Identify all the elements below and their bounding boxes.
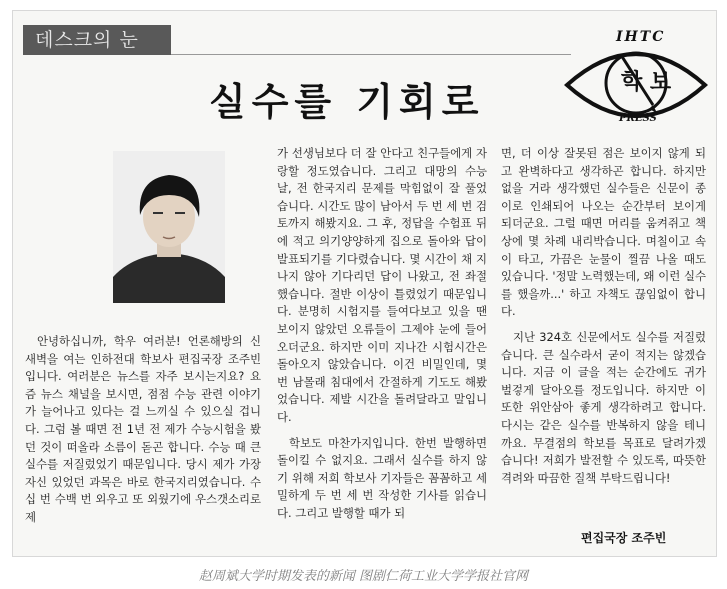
headline: 실수를 기회로 [209, 80, 485, 124]
section-tag: 데스크의 눈 [23, 25, 171, 55]
image-caption: 赵周斌大学时期发表的新闻 图剧仁荷工业大学学报社官网 [198, 569, 529, 584]
newspaper-clipping [12, 10, 717, 557]
logo-text-press: PRESS [619, 113, 657, 124]
person-photo-icon [113, 151, 225, 303]
section-rule [171, 54, 571, 55]
article-column-1 [25, 333, 261, 527]
article-paragraph: 가 선생님보다 더 잘 안다고 친구들에게 자랑할 정도였습니다. 그리고 대망의 수능 날, 전 한국지리 문제를 막힘없이 잘 풀었습니다. 시간도 많이 남아서 두 번 세 번 검토까지 해봤지요. 그 후, 정답을 수험표 뒤에 적고 의기양양하게 집으로 돌아와 답이 발표되기를 기다렸습니다. 몇 시간이 채 지나지 않아 기다리던 답이 나왔고, 전 좌절했습니다. 절반 이상이 틀렸었기 때문입니다. 분명히 시험지를 들여다보고 있을 땐 보이지 않았던 오류들이 그제야 눈에 들어오더군요. 하지만 이미 지나간 시험시간은 돌아오지 않았습니다. 이건 비밀인데, 몇 번 남몰래 침대에서 간절하게 기도도 해봤었습니다. 제발 시간을 돌려달라고 말입니다. [277, 146, 487, 424]
article-paragraph: 지난 324호 신문에서도 실수를 저질렀습니다. 큰 실수라서 굳이 적지는 않겠습니다. 지금 이 글을 적는 순간에도 귀가 벌겋게 달아오를 정도입니다. 하지만 이 또한 위안삼아 좋게 생각하려고 합니다. 다시는 같은 실수를 반복하지 않을 테니까요. 무결점의 학보를 목표로 달려가겠습니다! 저희가 발전할 수 있도록, 따뜻한 격려와 따끔한 질책 부탁드립니다! [501, 329, 706, 485]
article-paragraph: 학보도 마찬가지입니다. 한번 발행하면 돌이킬 수 없지요. 그래서 실수를 하지 않기 위해 저희 학보사 기자들은 꼼꼼하고 세밀하게 두 번 세 번 작성한 기사를 읽습니다. 그리고 발행할 때가 되 [277, 435, 487, 520]
article-paragraph: 안녕하십니까, 학우 여러분! 언론해방의 신 새벽을 여는 인하전대 학보사 편집국장 조주빈 입니다. 여러분은 뉴스를 자주 보시는지요? 요즘 뉴스 채널을 보시면, 점점 수능 관련 이야기가 늘어나고 있다는 걸 느끼실 수 있으실 겁니다. 그럼 볼 때면 전 1년 전 제가 수능시험을 봤던 것이 떠올라 소름이 돋곤 합니다. 수능 때 큰 실수를 저질렀었기 때문입니다. 당시 제가 가장 자신 있었던 과목은 바로 한국지리였습니다. 수십 번 수백 번 외우고 또 외웠기에 우스갯소리로 제 [25, 334, 261, 524]
logo-text-ihtc: IHTC [616, 29, 666, 45]
byline: 편집국장 조주빈 [581, 531, 667, 545]
article-column-2 [277, 145, 487, 522]
portrait-photo [113, 151, 225, 303]
logo-glyph: 학 보 [621, 70, 672, 95]
press-logo [561, 25, 711, 137]
article-paragraph: 면, 더 이상 잘못된 점은 보이지 않게 되고 완벽하다고 생각하곤 합니다. 하지만 없을 거라 생각했던 실수들은 신문이 종이로 인쇄되어 나오는 순간부터 보이게 되더군요. 그럴 때면 머리를 움켜쥐고 책상에 몇 차례 내리박습니다. 며칠이고 속이 타고, 가끔은 눈물이 찔끔 나올 때도 있습니다. '정말 노력했는데, 왜 이런 실수를 했을까...' 하고 자책도 끊임없이 합니다. [501, 146, 706, 319]
article-column-3 [501, 145, 706, 487]
